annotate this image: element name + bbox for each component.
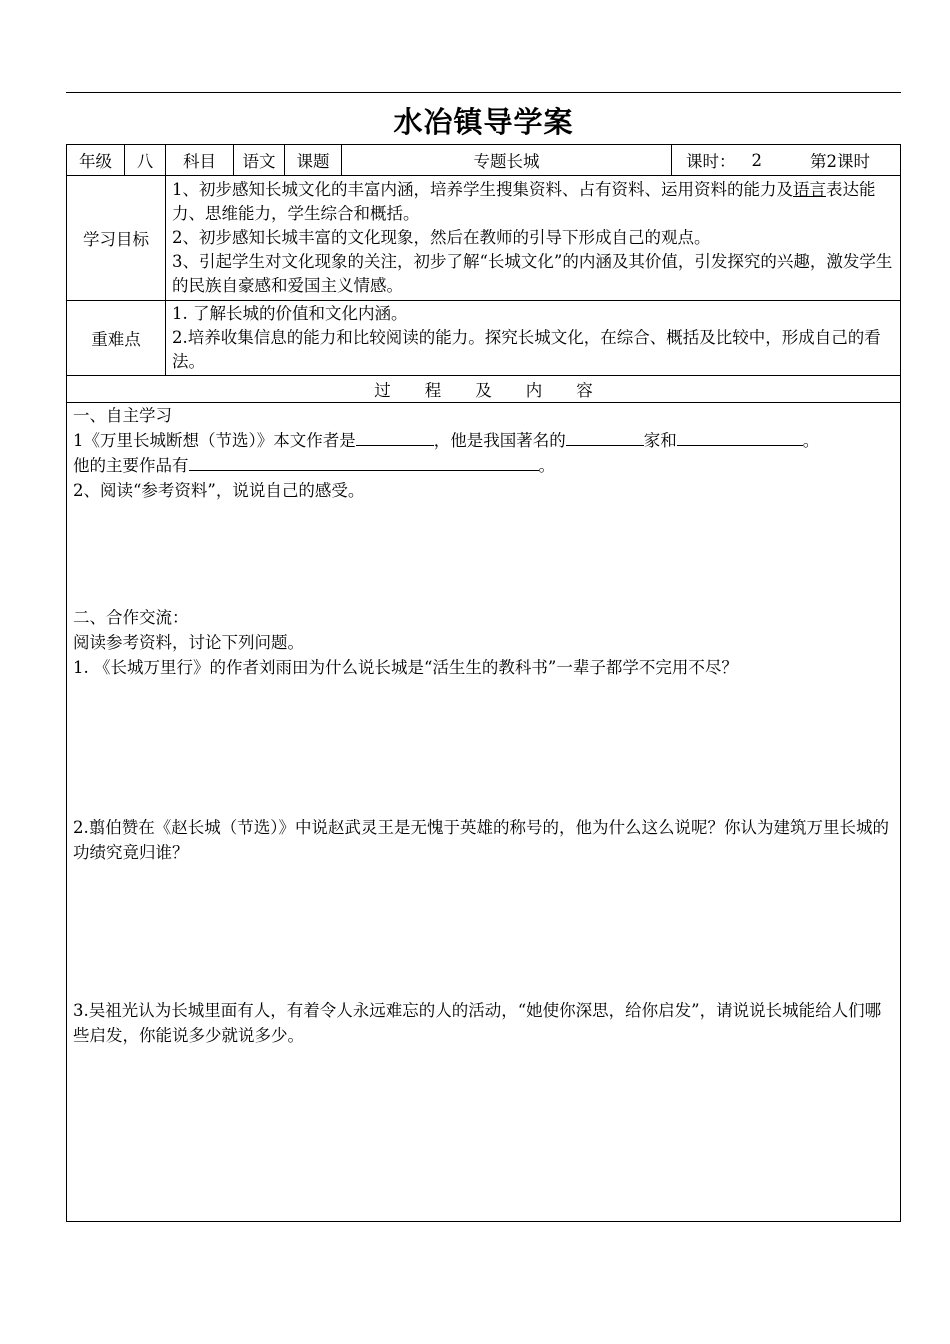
key-point-2: 2.培养收集信息的能力和比较阅读的能力。探究长城文化，在综合、概括及比较中，形成自己的看法。 <box>172 328 881 371</box>
period-value: 2 <box>751 150 762 170</box>
period-label: 课时： <box>686 152 736 171</box>
objective-1: 1、初步感知长城文化的丰富内涵，培养学生搜集资料、占有资料、运用资料的能力及语言表达能力、思维能力，学生综合和概括。 <box>172 180 876 223</box>
key-points-row <box>67 301 900 376</box>
objectives-row <box>67 176 900 301</box>
grade-label: 年级 <box>67 145 125 175</box>
profession-blank-2[interactable] <box>677 431 803 446</box>
topic-value: 专题长城 <box>342 145 672 175</box>
section-2-question-2: 2.翦伯赞在《赵长城（节选）》中说赵武灵王是无愧于英雄的称号的，他为什么这么说呢？你认为建筑万里长城的功绩究竟归谁？ <box>73 818 889 862</box>
author-blank[interactable] <box>356 431 434 446</box>
section-1-question-1: 1《万里长城断想（节选）》本文作者是 ，他是我国著名的 家和 。 <box>73 431 820 450</box>
objectives-label: 学习目标 <box>67 176 166 300</box>
process-header: 过 程 及 内 容 <box>374 381 593 400</box>
works-blank[interactable] <box>189 456 539 471</box>
info-row <box>67 145 900 176</box>
profession-blank-1[interactable] <box>566 431 644 446</box>
topic-label: 课题 <box>285 145 342 175</box>
section-2-heading: 二、合作交流： <box>73 608 189 627</box>
key-points-label: 重难点 <box>67 301 166 375</box>
section-1-question-2: 2、阅读“参考资料”，说说自己的感受。 <box>73 481 365 500</box>
process-header-row <box>67 376 900 403</box>
section-2-intro: 阅读参考资料，讨论下列问题。 <box>73 633 304 652</box>
section-1-works: 他的主要作品有 。 <box>73 456 555 475</box>
period-cell <box>672 145 900 175</box>
key-point-1: 1. 了解长城的价值和文化内涵。 <box>172 304 408 323</box>
answer-space-1[interactable] <box>73 503 894 605</box>
period-current: 第2课时 <box>810 152 870 171</box>
subject-value: 语文 <box>234 145 285 175</box>
key-points-text <box>166 301 900 375</box>
grade-value: 八 <box>125 145 166 175</box>
section-2-question-3: 3.吴祖光认为长城里面有人，有着令人永远难忘的人的活动，“她使你深思，给你启发”，请说说长城能给人们哪些启发，你能说多少就说多少。 <box>73 1001 882 1045</box>
section-1-heading: 一、自主学习 <box>73 406 172 425</box>
subject-label: 科目 <box>166 145 234 175</box>
header-rule <box>66 92 901 93</box>
answer-space-2[interactable] <box>73 680 894 815</box>
objectives-text <box>166 176 900 300</box>
answer-space-3[interactable] <box>73 865 894 998</box>
process-content <box>67 403 900 1048</box>
section-2-question-1: 1. 《长城万里行》的作者刘雨田为什么说长城是“活生生的教科书”一辈子都学不完用不尽？ <box>73 658 738 677</box>
objective-3: 3、引起学生对文化现象的关注，初步了解“长城文化”的内涵及其价值，引发探究的兴趣，激发学生的民族自豪感和爱国主义情感。 <box>172 252 893 295</box>
objective-2: 2、初步感知长城丰富的文化现象，然后在教师的引导下形成自己的观点。 <box>172 228 711 247</box>
language-link[interactable]: 语言 <box>793 180 826 199</box>
lesson-plan-table <box>66 144 901 1222</box>
document-title: 水冶镇导学案 <box>393 105 574 139</box>
